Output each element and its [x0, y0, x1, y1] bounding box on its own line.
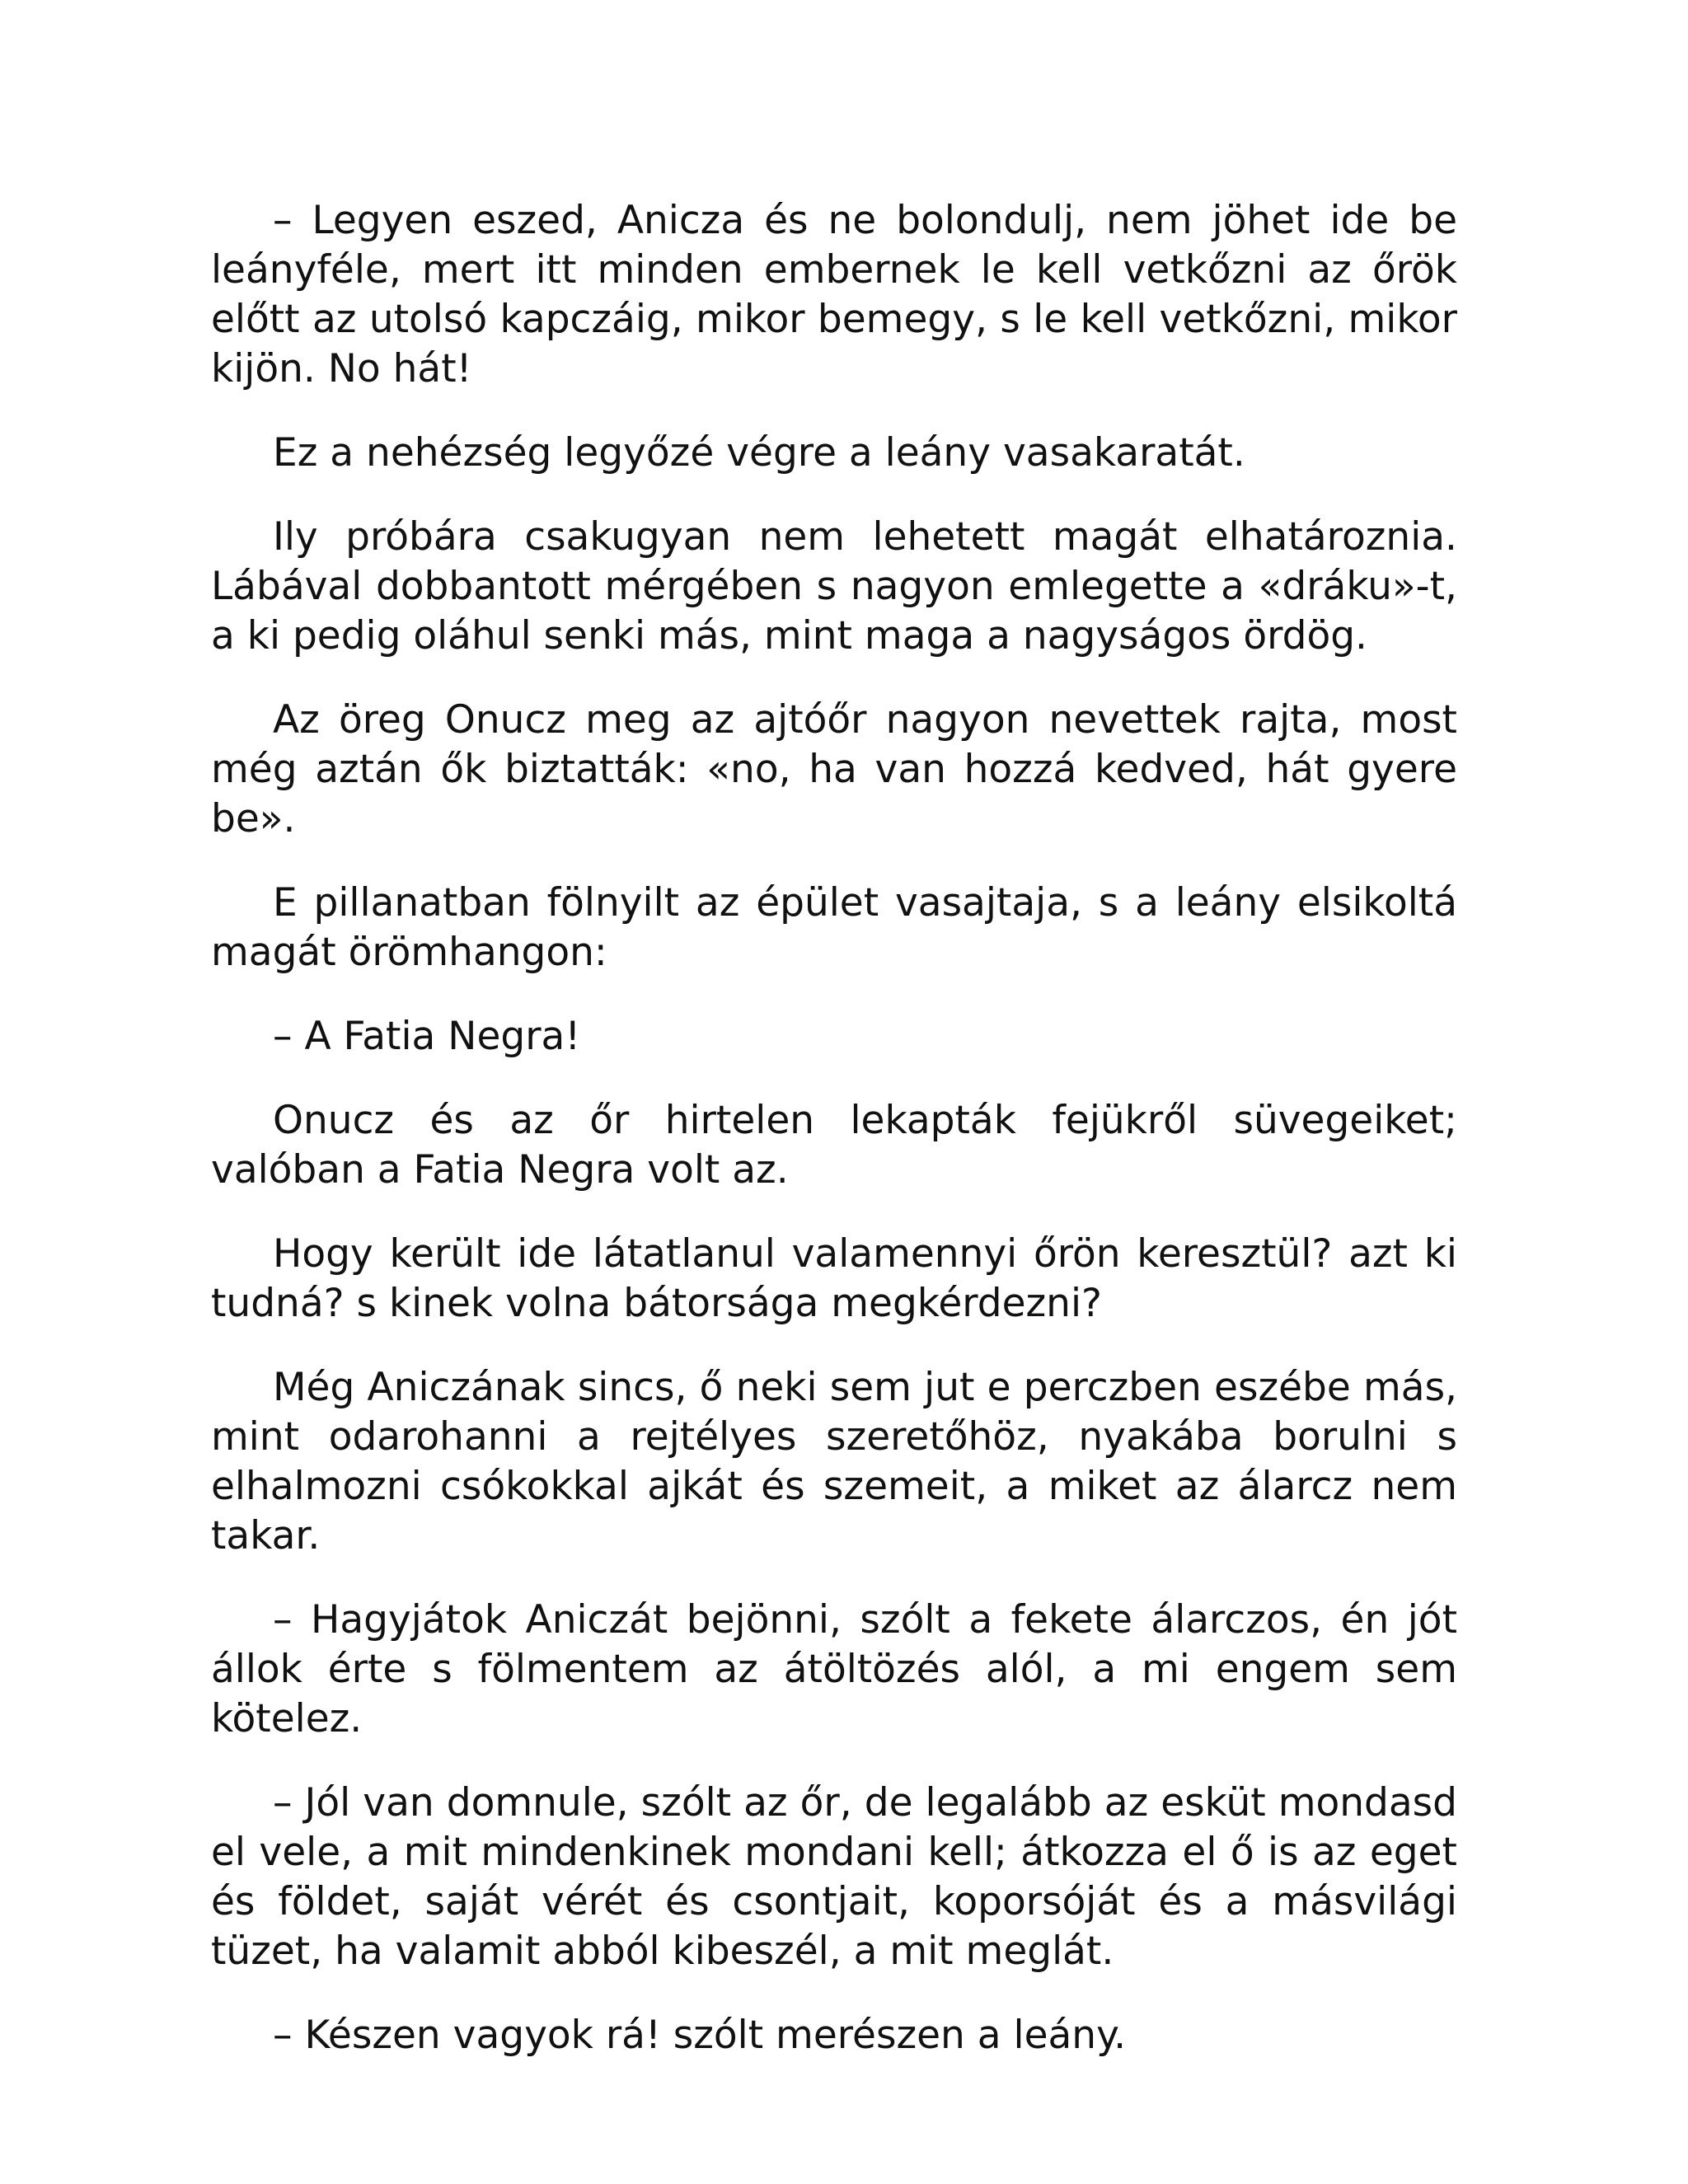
- paragraph: Még Aniczának sincs, ő neki sem jut e perczben eszébe más, mint odarohanni a rejtélyes szeretőhöz, nyakába borulni s elhalmozni csókokkal ajkát és szemeit, a miket az álarcz nem takar.: [211, 1365, 1457, 1558]
- paragraph: E pillanatban fölnyilt az épület vasajtaja, s a leány elsikoltá magát örömhangon:: [211, 880, 1457, 975]
- paragraph: Onucz és az őr hirtelen lekapták fejükről süvegeiket; valóban a Fatia Negra volt az.: [211, 1098, 1457, 1193]
- paragraph: – A Fatia Negra!: [273, 1014, 581, 1059]
- paragraph: Ily próbára csakugyan nem lehetett magát elhatároznia. Lábával dobbantott mérgében s nagyon emlegette a «dráku»-t, a ki pedig oláhul senki más, mint maga a nagyságos ördög.: [211, 514, 1457, 658]
- paragraph: – Jól van domnule, szólt az őr, de legalább az esküt mondasd el vele, a mit mindenkinek mondani kell; átkozza el ő is az eget és földet, saját vérét és csontjait, koporsóját és a másvilági tüzet, ha valamit abból kibeszél, a mit meglát.: [211, 1780, 1457, 1974]
- paragraph: – Hagyjátok Aniczát bejönni, szólt a fekete álarczos, én jót állok érte s fölmentem az átöltözés alól, a mi engem sem kötelez.: [211, 1597, 1457, 1741]
- page-body: [211, 196, 1457, 2095]
- paragraph: Az öreg Onucz meg az ajtóőr nagyon nevettek rajta, most még aztán ők biztatták: «no, ha van hozzá kedved, hát gyere be».: [211, 697, 1457, 841]
- paragraph: Hogy került ide látatlanul valamennyi őrön keresztül? azt ki tudná? s kinek volna bátorsága megkérdezni?: [211, 1231, 1457, 1326]
- paragraph: – Készen vagyok rá! szólt merészen a leány.: [273, 2013, 1127, 2058]
- paragraph: Ez a nehézség legyőzé végre a leány vasakaratát.: [273, 430, 1245, 476]
- paragraph: – Legyen eszed, Anicza és ne bolondulj, nem jöhet ide be leányféle, mert itt minden embernek le kell vetkőzni az őrök előtt az utolsó kapczáig, mikor bemegy, s le kell vetkőzni, mikor kijön. No hát!: [211, 198, 1457, 391]
